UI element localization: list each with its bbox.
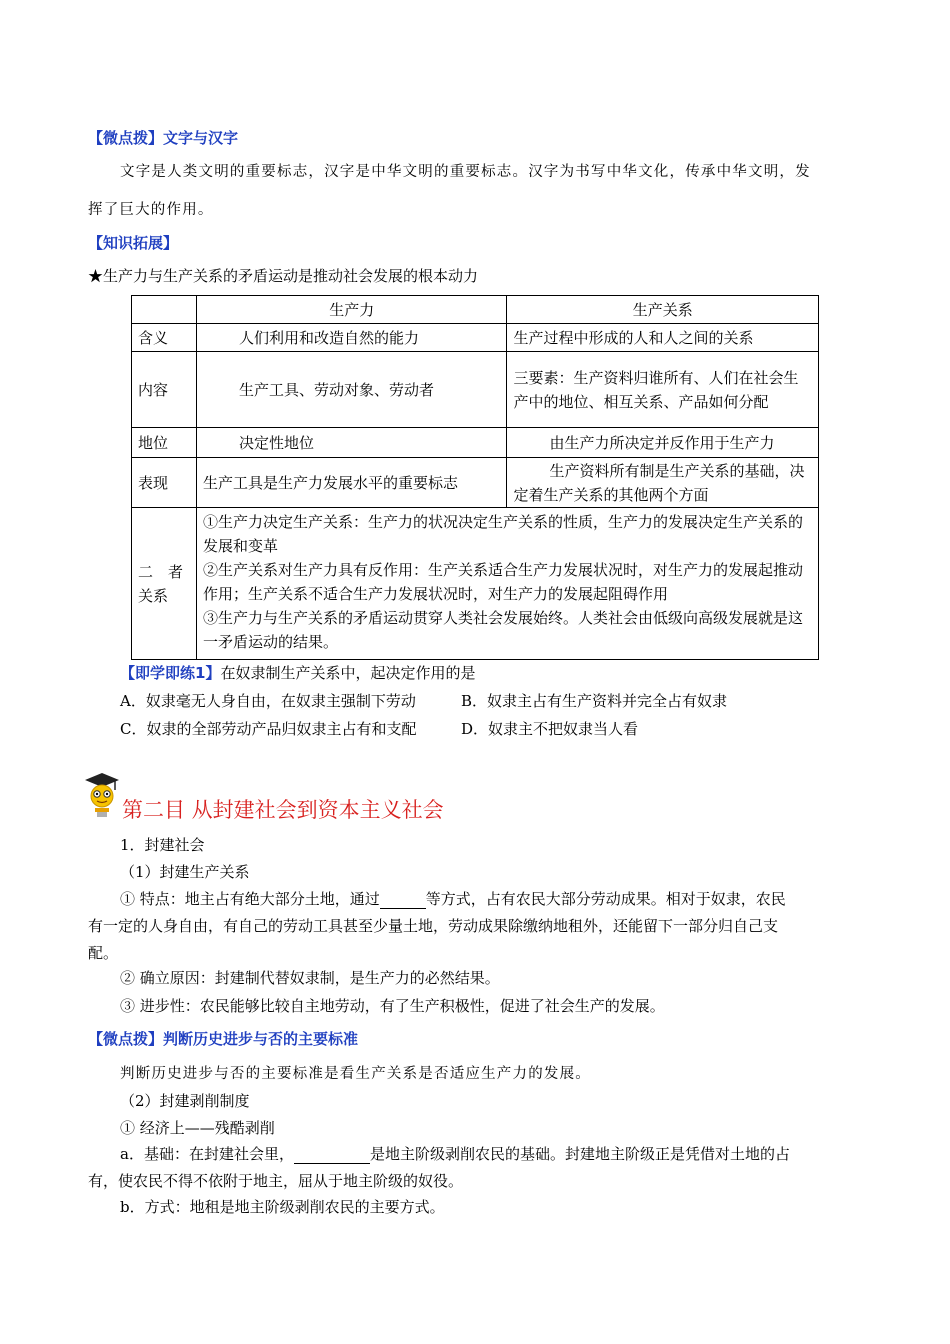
paragraph-line: ③ 进步性：农民能够比较自主地劳动，有了生产积极性，促进了社会生产的发展。 <box>120 997 665 1015</box>
option-a: A．奴隶毫无人身自由，在奴隶主强制下劳动 <box>120 692 416 710</box>
row-label-line: 二 者 <box>138 562 184 581</box>
table-header-cell: 生产关系 <box>507 296 819 324</box>
table-cell: 生产资料所有制是生产关系的基础，决定着生产关系的其他两个方面 <box>507 458 819 508</box>
table-row <box>132 352 819 428</box>
fill-blank <box>294 1147 370 1164</box>
text-span: ① 特点：地主占有绝大部分土地，通过 <box>120 890 380 908</box>
tip-heading-standard: 【微点拨】判断历史进步与否的主要标准 <box>88 1030 359 1048</box>
text-span: 是地主阶级剥削农民的基础。封建地主阶级正是凭借对土地的占 <box>369 1145 790 1163</box>
paragraph-line: 有一定的人身自由，有自己的劳动工具甚至少量土地，劳动成果除缴纳地租外，还能留下一部分归自己支 <box>88 917 779 935</box>
star-statement: ★生产力与生产关系的矛盾运动是推动社会发展的根本动力 <box>88 267 479 285</box>
section-title: 第二目 从封建社会到资本主义社会 <box>122 798 444 822</box>
tip-text: 判断历史进步与否的主要标准是看生产关系是否适应生产力的发展。 <box>120 1066 591 1082</box>
subheading: 1．封建社会 <box>120 836 205 854</box>
relation-item: ③生产力与生产关系的矛盾运动贯穿人类社会发展始终。人类社会由低级向高级发展就是这一矛盾运动的结果。 <box>202 609 803 651</box>
option-d: D．奴隶主不把奴隶当人看 <box>461 720 639 738</box>
option-c: C．奴隶的全部劳动产品归奴隶主占有和支配 <box>120 720 417 738</box>
paragraph-line: 有，使农民不得不依附于地主，屈从于地主阶级的奴役。 <box>88 1172 464 1190</box>
paragraph-line: 配。 <box>88 944 119 962</box>
row-label: 含义 <box>132 324 197 352</box>
row-label <box>132 508 197 660</box>
table-cell: 生产工具、劳动对象、劳动者 <box>196 352 507 428</box>
paragraph-line: ② 确立原因：封建制代替奴隶制，是生产力的必然结果。 <box>120 969 500 987</box>
paragraph-line: 挥了巨大的作用。 <box>88 202 214 218</box>
table-row <box>132 428 819 458</box>
row-label-line: 关系 <box>138 586 169 605</box>
relation-item: ①生产力决定生产关系：生产力的状况决定生产关系的性质，生产力的发展决定生产关系的发展和变革 <box>202 513 803 555</box>
table-cell: 由生产力所决定并反作用于生产力 <box>507 428 819 458</box>
table-row-relation <box>132 508 819 660</box>
table-row <box>132 324 819 352</box>
tip-heading-extension: 【知识拓展】 <box>88 234 179 252</box>
text-span: 等方式，占有农民大部分劳动成果。相对于奴隶，农民 <box>425 890 786 908</box>
knowledge-table <box>131 295 819 660</box>
option-b: B．奴隶主占有生产资料并完全占有奴隶 <box>461 692 728 710</box>
row-label: 内容 <box>132 352 197 428</box>
mascot-icon <box>84 772 120 818</box>
subheading: （1）封建生产关系 <box>120 863 250 881</box>
relation-item: ②生产关系对生产力具有反作用：生产关系适合生产力发展状况时，对生产力的发展起推动作用；生产关系不适合生产力发展状况时，对生产力的发展起阻碍作用 <box>202 561 803 603</box>
table-header-cell <box>132 296 197 324</box>
paragraph-line: 文字是人类文明的重要标志，汉字是中华文明的重要标志。汉字为书写中华文化，传承中华文明，发 <box>120 164 811 180</box>
quiz-question <box>120 662 475 683</box>
paragraph-line <box>120 1143 790 1164</box>
table-cell: 决定性地位 <box>196 428 507 458</box>
table-header-cell: 生产力 <box>196 296 507 324</box>
row-label: 表现 <box>132 458 197 508</box>
quiz-tag: 【即学即练1】 <box>120 664 221 682</box>
relation-cell <box>196 508 818 660</box>
paragraph-line <box>120 888 786 909</box>
table-cell: 人们利用和改造自然的能力 <box>196 324 507 352</box>
text-span: a．基础：在封建社会里， <box>120 1145 294 1163</box>
table-header-row <box>132 296 819 324</box>
table-row <box>132 458 819 508</box>
fill-blank <box>380 892 426 909</box>
paragraph-line: b．方式：地租是地主阶级剥削农民的主要方式。 <box>120 1198 445 1216</box>
quiz-question-text: 在奴隶制生产关系中，起决定作用的是 <box>220 664 476 682</box>
tip-heading-writing: 【微点拨】文字与汉字 <box>88 129 239 147</box>
table-cell: 三要素：生产资料归谁所有、人们在社会生产中的地位、相互关系、产品如何分配 <box>507 352 819 428</box>
table-cell: 生产工具是生产力发展水平的重要标志 <box>196 458 507 508</box>
table-cell: 生产过程中形成的人和人之间的关系 <box>507 324 819 352</box>
row-label: 地位 <box>132 428 197 458</box>
subheading: （2）封建剥削制度 <box>120 1092 250 1110</box>
subheading: ① 经济上——残酷剥削 <box>120 1119 275 1137</box>
